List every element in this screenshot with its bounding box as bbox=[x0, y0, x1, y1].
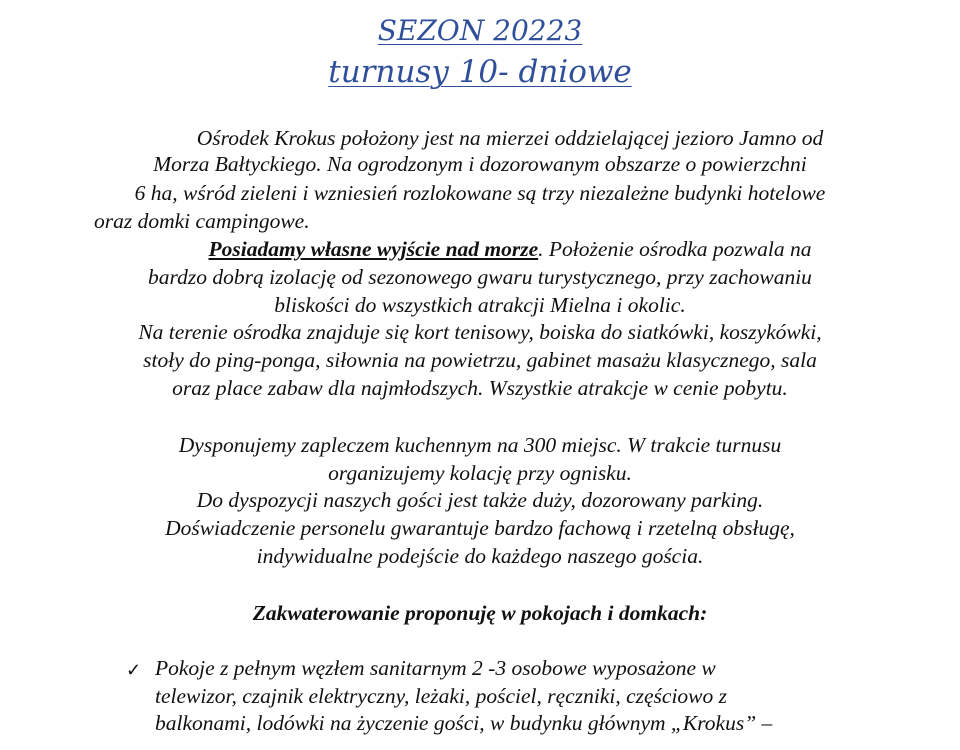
season-title: SEZON 20223 bbox=[377, 14, 583, 47]
intro-line: Ośrodek Krokus położony jest na mierzei oddzielającej jezioro Jamno od bbox=[196, 126, 824, 150]
sea-access-rest: . Położenie ośrodka pozwala na bbox=[538, 237, 812, 261]
sea-access-highlight: Posiadamy własne wyjście nad morze bbox=[208, 237, 539, 261]
sea-access-line bbox=[0, 237, 960, 262]
list-item-line: balkonami, lodówki na życzenie gości, w budynku głównym „Krokus” – bbox=[155, 711, 773, 735]
para-line: oraz place zabaw dla najmłodszych. Wszystkie atrakcje w cenie pobytu. bbox=[172, 376, 788, 400]
season-subtitle: turnusy 10- dniowe bbox=[328, 54, 632, 90]
intro-line: 6 ha, wśród zieleni i wzniesień rozlokowane są trzy niezależne budynki hotelowe bbox=[134, 181, 826, 205]
para-line: Doświadczenie personelu gwarantuje bardzo fachową i rzetelną obsługę, bbox=[165, 516, 795, 540]
para-line: stoły do ping-ponga, siłownia na powietrzu, gabinet masażu klasycznego, sala bbox=[143, 348, 817, 372]
para-line: organizujemy kolację przy ognisku. bbox=[328, 461, 632, 485]
para-line: Do dyspozycji naszych gości jest także duży, dozorowany parking. bbox=[196, 488, 764, 512]
para-line: indywidualne podejście do każdego naszego gościa. bbox=[256, 544, 704, 568]
para-line: Na terenie ośrodka znajduje się kort tenisowy, boiska do siatkówki, koszykówki, bbox=[138, 320, 822, 344]
list-item-line: telewizor, czajnik elektryczny, leżaki, pościel, ręczniki, częściowo z bbox=[155, 684, 727, 708]
para-line: Dysponujemy zapleczem kuchennym na 300 miejsc. W trakcie turnusu bbox=[178, 433, 782, 457]
para-line: bliskości do wszystkich atrakcji Mielna i okolic. bbox=[274, 293, 686, 317]
intro-line: oraz domki campingowe. bbox=[94, 209, 310, 233]
intro-line: Morza Bałtyckiego. Na ogrodzonym i dozorowanym obszarze o powierzchni bbox=[153, 152, 807, 176]
para-line: bardzo dobrą izolację od sezonowego gwaru turystycznego, przy zachowaniu bbox=[148, 265, 812, 289]
checkmark-icon: ✓ bbox=[126, 660, 142, 680]
accommodation-heading: Zakwaterowanie proponuję w pokojach i domkach: bbox=[252, 601, 708, 625]
list-item-line: Pokoje z pełnym węzłem sanitarnym 2 -3 osobowe wyposażone w bbox=[155, 656, 716, 680]
